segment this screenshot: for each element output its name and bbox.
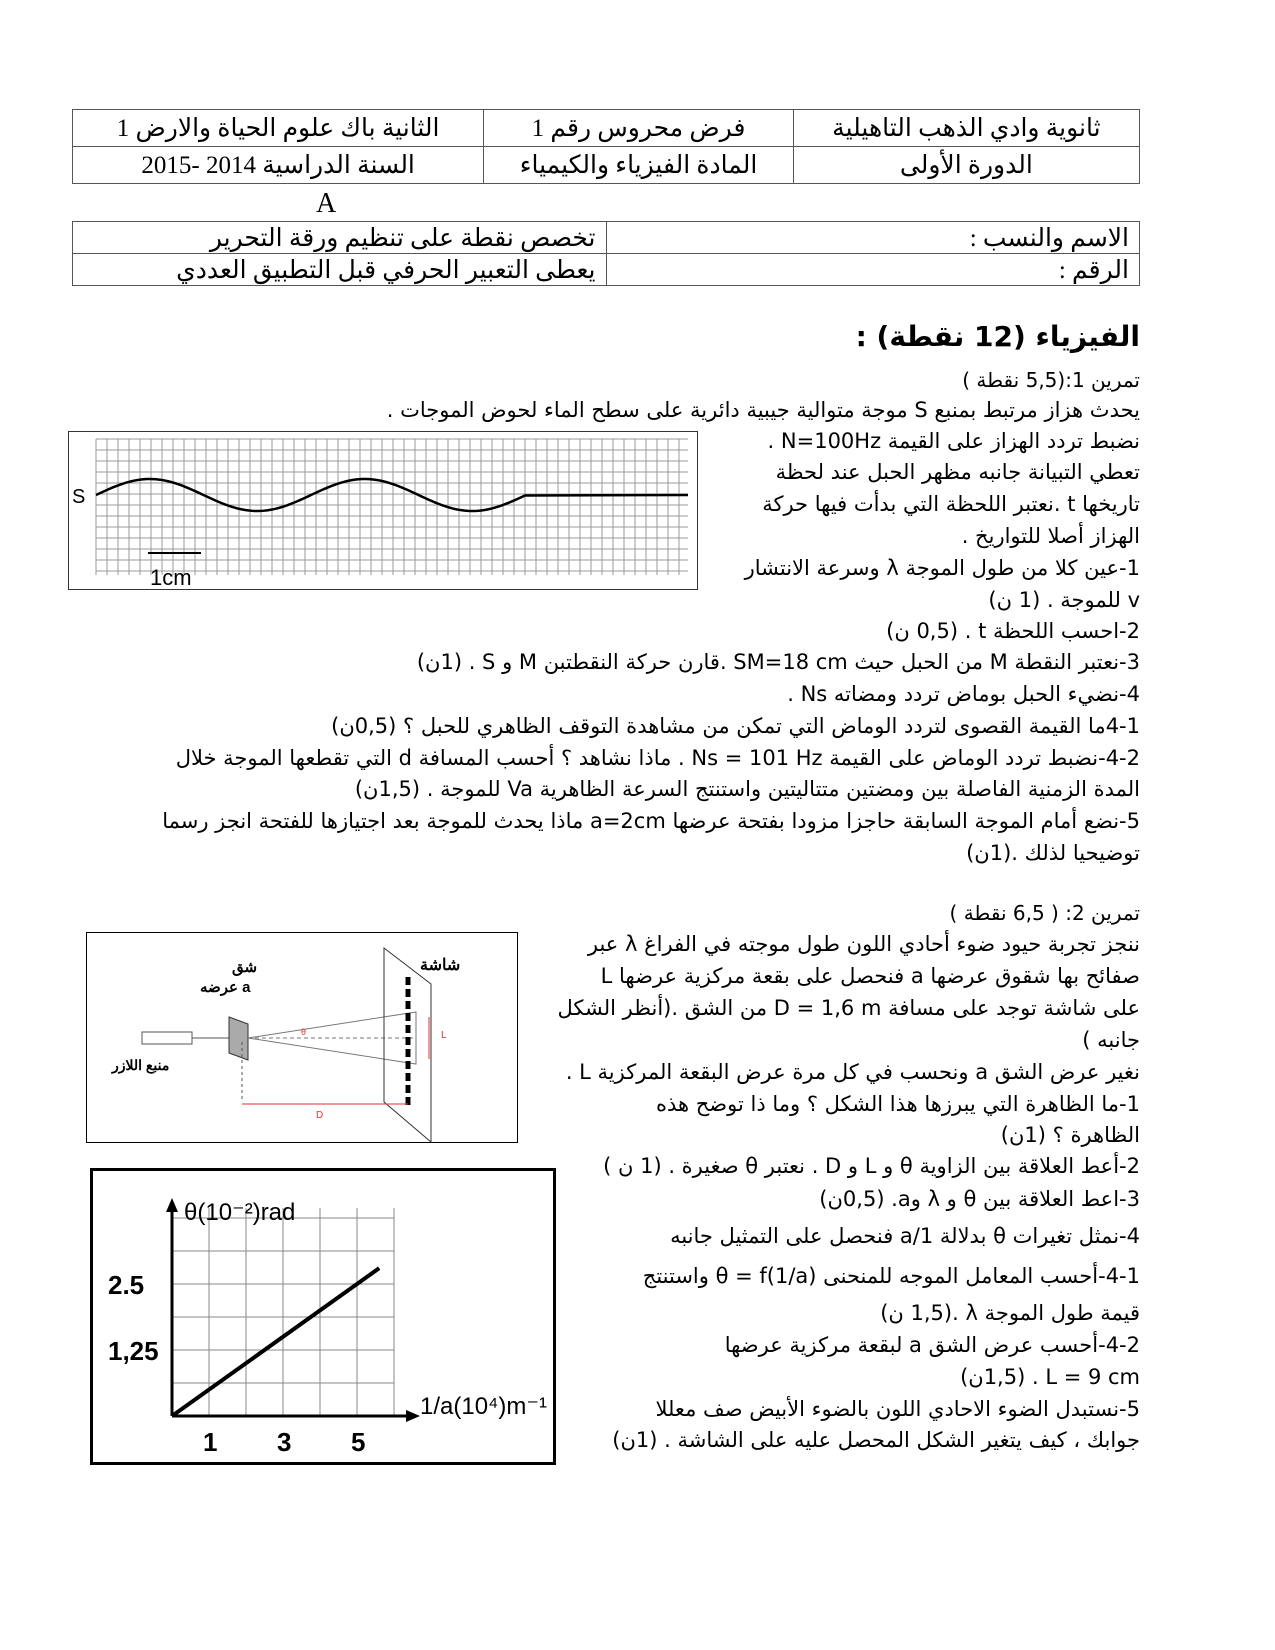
ex2-line: 4-نمثل تغيرات θ بدلالة 1/a فنحصل على التمثيل جانبه xyxy=(670,1224,1140,1248)
screen-label: شاشة xyxy=(420,957,461,974)
ex1-line: v للموجة . (1 ن) xyxy=(988,588,1140,612)
ex2-line: جانبه ) xyxy=(1082,1028,1140,1052)
ex1-line: 5-نضع أمام الموجة السابقة حاجزا مزودا بفتحة عرضها a=2cm ماذا يحدث للموجة بعد اجتيازها للفتحة انجز رسما xyxy=(162,809,1140,833)
ex2-title: تمرين 2: ( 6,5 نقطة ) xyxy=(949,901,1140,925)
slit-width-label: عرضه a xyxy=(200,979,251,996)
theta-vs-inverse-a-chart xyxy=(90,1168,556,1465)
header-table xyxy=(72,109,1140,184)
ex1-line: 4-2-نضبط تردد الوماض على القيمة Ns = 101 Hz . ماذا نشاهد ؟ أحسب المسافة d التي تقطعها الموجة خلال xyxy=(175,746,1140,770)
name-field[interactable]: الاسم والنسب : xyxy=(606,222,1140,254)
L-label: L xyxy=(441,1030,447,1041)
ex2-line: جوابك ، كيف يتغير الشكل المحصل عليه على الشاشة . (1ن) xyxy=(612,1428,1140,1452)
ex1-line: توضيحيا لذلك .(1ن) xyxy=(966,841,1140,865)
section-title: الفيزياء (12 نقطة) : xyxy=(855,320,1140,353)
ex2-line: 4-2-أحسب عرض الشق a لبقعة مركزية عرضها xyxy=(724,1333,1140,1357)
ex1-line: 2-احسب اللحظة t . (0,5 ن) xyxy=(886,619,1140,643)
exam-version: A xyxy=(316,188,337,219)
D-label: D xyxy=(316,1110,324,1121)
ex1-line: نضبط تردد الهزاز على القيمة N=100Hz . xyxy=(767,429,1140,453)
y-tick-label: 2.5 xyxy=(108,1270,145,1300)
ex2-line: الظاهرة ؟ (1ن) xyxy=(1000,1123,1140,1147)
ex1-line: تعطي التبيانة جانبه مظهر الحبل عند لحظة xyxy=(775,460,1140,484)
ex1-line: المدة الزمنية الفاصلة بين ومضتين متتاليتين واستنتج السرعة الظاهرية Va للموجة . (1,5ن) xyxy=(354,777,1140,801)
note-expression: يعطى التعبير الحرفي قبل التطبيق العددي xyxy=(73,254,607,286)
theta-label: θ xyxy=(301,1027,307,1037)
ex1-title: تمرين 1:(5,5 نقطة ) xyxy=(962,368,1140,392)
student-table xyxy=(72,221,1140,286)
ex2-line: على شاشة توجد على مسافة D = 1,6 m من الشق .(أنظر الشكل xyxy=(557,996,1140,1020)
ex1-line: يحدث هزاز مرتبط بمنبع S موجة متوالية جيبية دائرية على سطح الماء لحوض الموجات . xyxy=(386,398,1140,422)
subject: المادة الفيزياء والكيمياء xyxy=(484,147,793,184)
ex2-line: ننجز تجربة حيود ضوء أحادي اللون طول موجته في الفراغ λ عبر xyxy=(587,932,1140,956)
wave-figure xyxy=(68,431,698,591)
ex2-line: 2-أعط العلاقة بين الزاوية θ و L و D . نعتبر θ صغيرة . (1 ن ) xyxy=(603,1154,1140,1178)
x-axis-label: 1/a(10⁴)m⁻¹ xyxy=(420,1393,548,1420)
number-field[interactable]: الرقم : xyxy=(606,254,1140,286)
ex2-line: نغير عرض الشق a ونحسب في كل مرة عرض البقعة المركزية L . xyxy=(565,1060,1140,1084)
slit-label: شق xyxy=(232,959,258,976)
y-tick-label: 1,25 xyxy=(108,1336,159,1366)
ex2-line: صفائح بها شقوق عرضها a فنحصل على بقعة مركزية عرضها L xyxy=(600,964,1140,988)
ex1-line: 1-عين كلا من طول الموجة λ وسرعة الانتشار xyxy=(744,556,1140,580)
school-year: السنة الدراسية 2014 -2015 xyxy=(73,147,484,184)
ex2-line: قيمة طول الموجة λ .(1,5 ن) xyxy=(880,1301,1140,1325)
x-tick-label: 5 xyxy=(351,1427,366,1457)
ex1-line: 4-1ما القيمة القصوى لتردد الوماض التي تمكن من مشاهدة التوقف الظاهري للحبل ؟ (0,5ن) xyxy=(331,714,1140,738)
ex1-line: 4-نضيء الحبل بوماض تردد ومضاته Ns . xyxy=(787,682,1140,706)
y-axis-label: θ(10⁻²)rad xyxy=(184,1199,296,1226)
session: الدورة الأولى xyxy=(793,147,1139,184)
ex1-line: الهزاز أصلا للتواريخ . xyxy=(961,524,1140,548)
ex1-line: تاريخها t .نعتبر اللحظة التي بدأت فيها حركة xyxy=(762,492,1140,516)
source-label: S xyxy=(72,486,86,508)
x-tick-label: 3 xyxy=(277,1427,292,1457)
ex2-line: L = 9 cm . (1,5ن) xyxy=(960,1365,1140,1389)
x-tick-label: 1 xyxy=(203,1427,218,1457)
ex2-line: 1-ما الظاهرة التي يبرزها هذا الشكل ؟ وما ذا توضح هذه xyxy=(655,1092,1140,1116)
scale-label: 1cm xyxy=(150,565,192,590)
ex2-line: 3-اعط العلاقة بين θ و λ وa. (0,5ن) xyxy=(819,1187,1140,1211)
diffraction-figure xyxy=(86,932,518,1143)
ex2-line: 5-نستبدل الضوء الاحادي اللون بالضوء الأبيض صف معللا xyxy=(655,1397,1140,1421)
laser-label: منبع اللازر xyxy=(112,1057,170,1073)
ex2-line: 4-1-أحسب المعامل الموجه للمنحنى θ = f(1/a) واستنتج xyxy=(642,1264,1140,1288)
exam-title: فرض محروس رقم 1 xyxy=(484,110,793,147)
class-name: الثانية باك علوم الحياة والارض 1 xyxy=(73,110,484,147)
school-name: ثانوية وادي الذهب التاهيلية xyxy=(793,110,1139,147)
ex1-line: 3-نعتبر النقطة M من الحبل حيث SM=18 cm .قارن حركة النقطتبن M و S . (1ن) xyxy=(416,650,1140,674)
note-organization: تخصص نقطة على تنظيم ورقة التحرير xyxy=(73,222,607,254)
